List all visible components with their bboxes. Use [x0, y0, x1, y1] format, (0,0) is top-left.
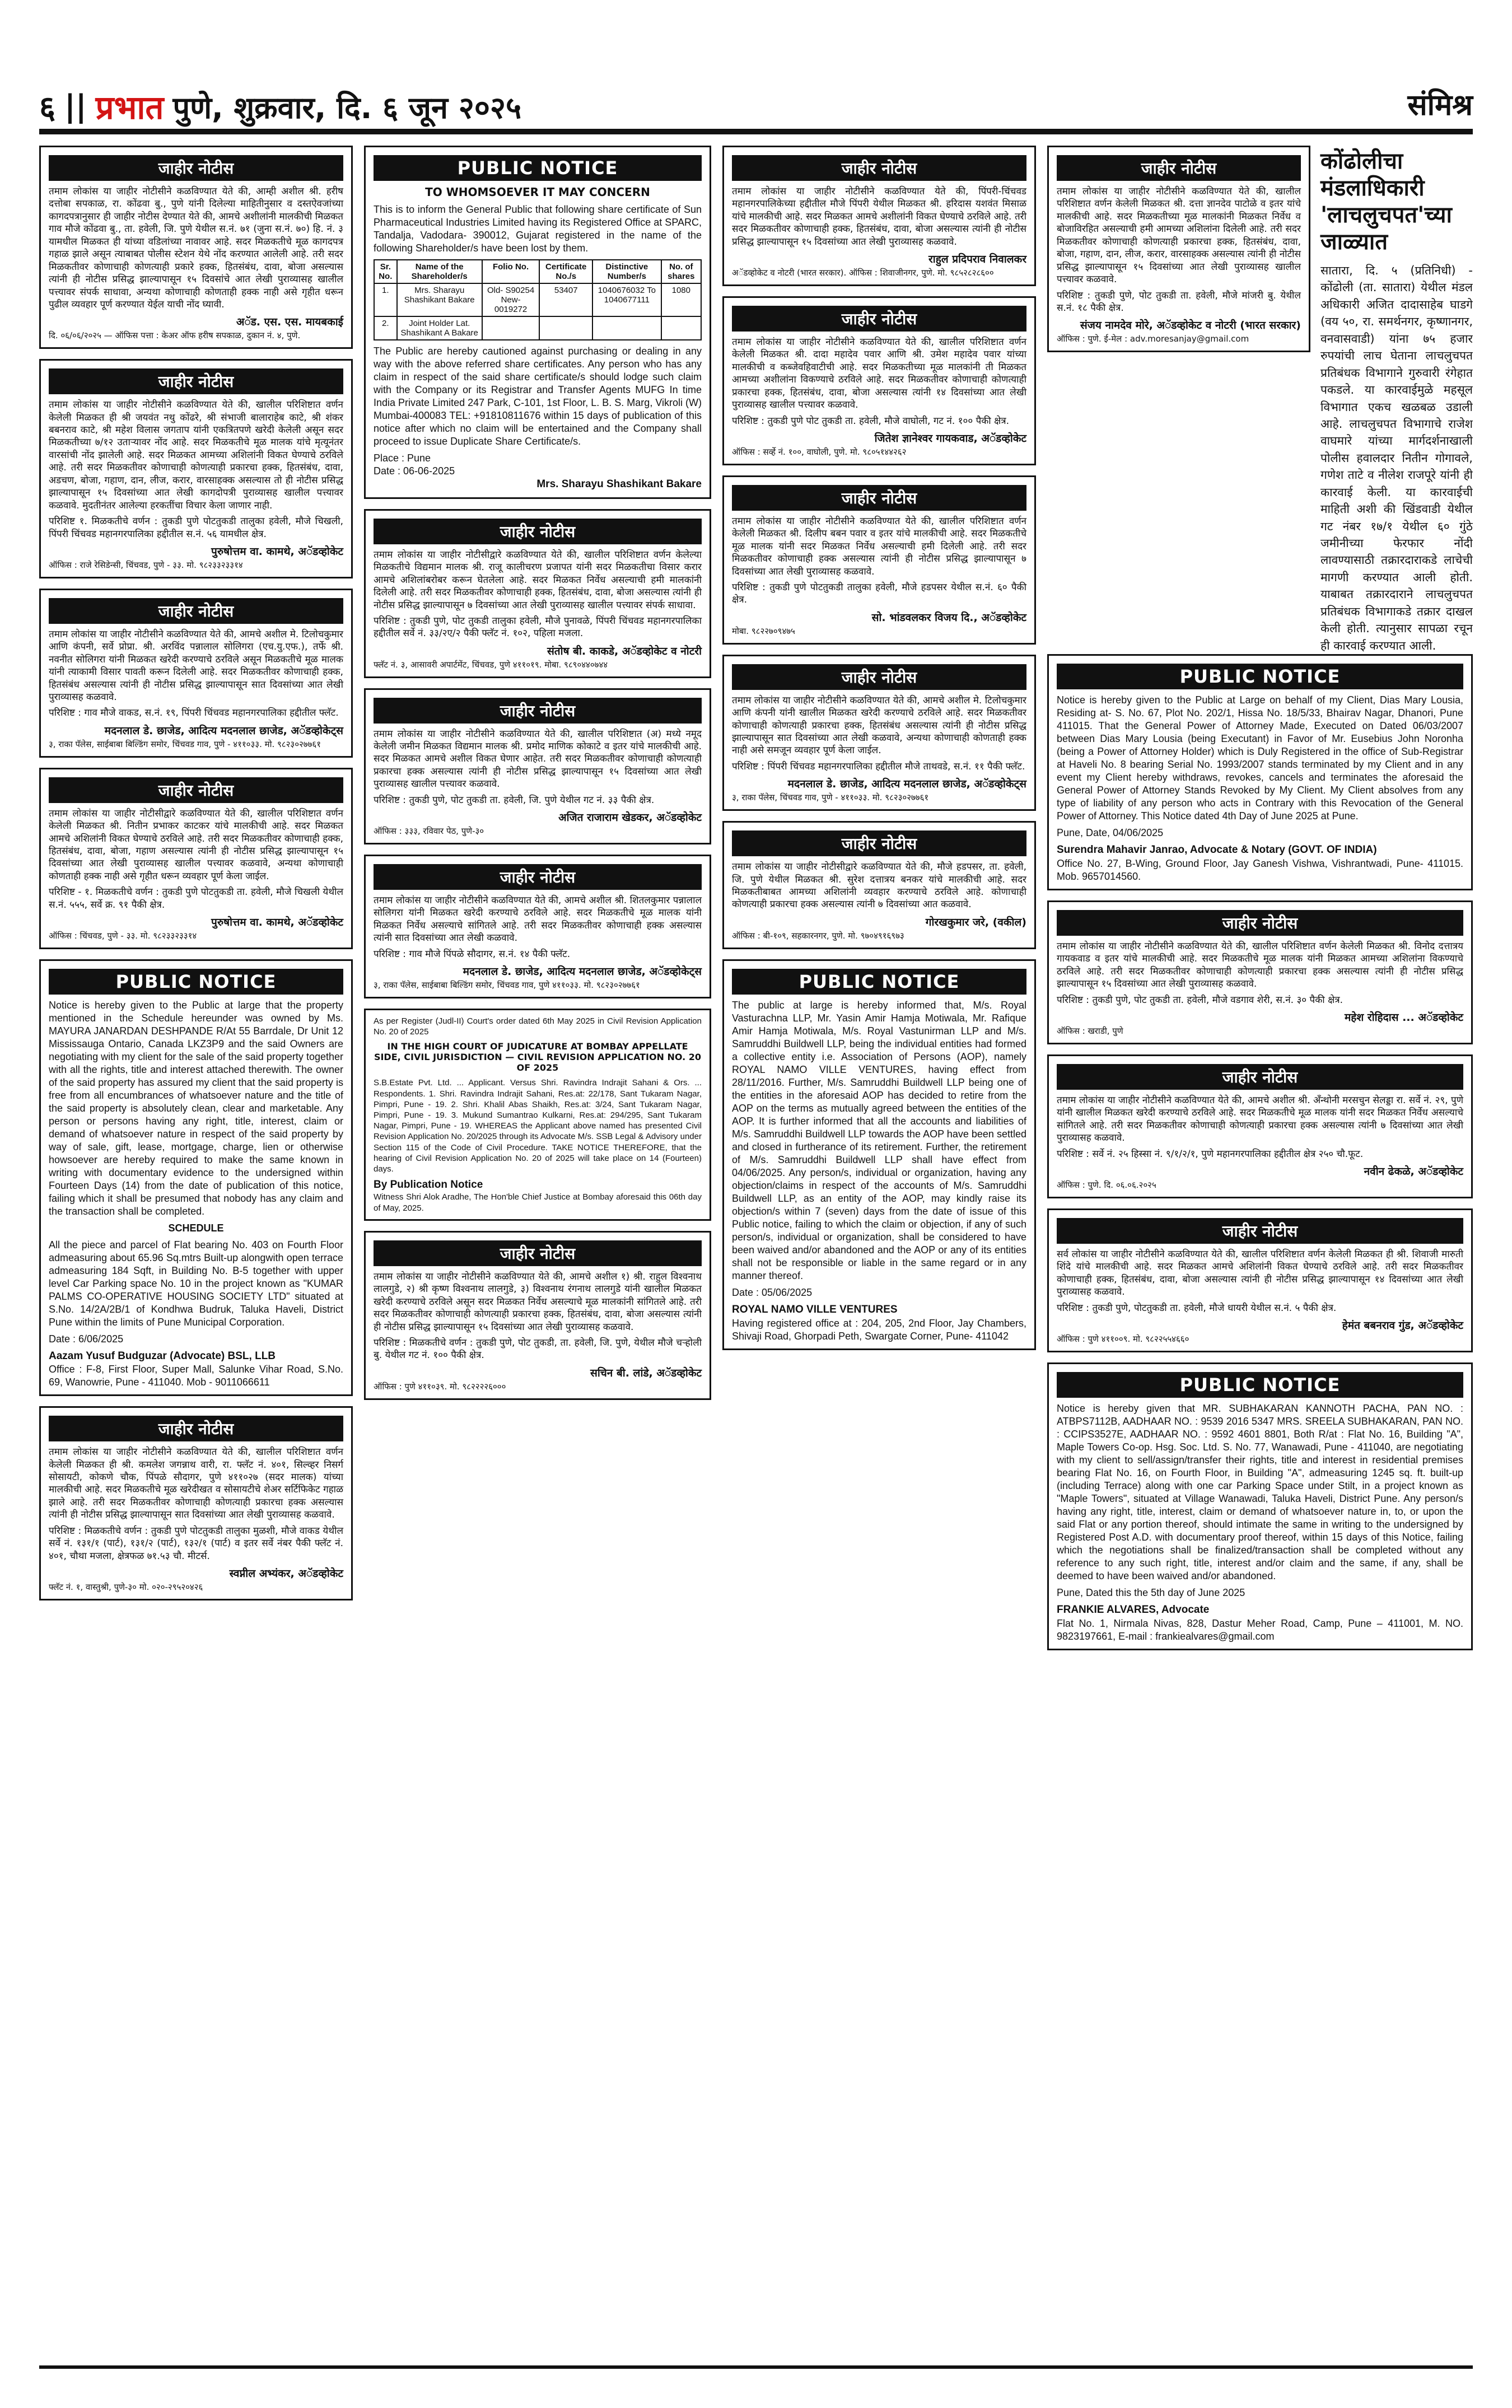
table-cell: 1040676032 To 1040677111	[592, 283, 661, 316]
notice-address: ऑफिस : पुणे. दि. ०६.०६.२०२५	[1057, 1179, 1156, 1190]
notice-signature: By Publication Notice	[374, 1179, 483, 1191]
notice-body: तमाम लोकांस या जाहीर नोटीसीने कळविण्यात येते की, खालील परिशिष्टात वर्णन केलेली मिळकत श्री. दिलीप बबन पवार व इतर यांचे मालकीची आहे. सदर मिळकतीचे मूळ मालक यांनी सदर मिळकत निर्वेध असल्याची हमी दिलेली आहे. तरी सदर मिळकतीवर कोणाचाही हक्क असल्यास त्यांनी ही नोटीस प्रसिद्ध झाल्यापासून ७ दिवसांच्या आत लेखी पुराव्यासह कळवावे.	[732, 515, 1026, 577]
notice-schedule: All the piece and parcel of Flat bearing No. 403 on Fourth Floor admeasuring about 65.96 Sq.mtrs Built-up alongwith open terrace admeasuring 184 Sqft, in Building No. B-5 together with upper level Car Parking space No. 10 in the project known as "KUMAR PALMS CO-OPERATIVE HOUSING SOCIETY LTD" situated at S.No. 14/2A/2B/1 of Kondhwa Budruk, Taluka Haveli, District Pune within the limits of Pune Municipal Corporation.	[49, 1239, 343, 1328]
table-cell: Mrs. Sharayu Shashikant Bakare	[397, 283, 482, 316]
notice-signature: राहुल प्रदिपराव निवालकर	[928, 253, 1026, 266]
notice-body: The public at large is hereby informed that, M/s. Royal Vasturachna LLP, Mr. Yasin Amir Hamja Motiwala, Mr. Rafique Amir Hamja Motiwala, M/s. Royal Vastunirman LLP and M/s. Samruddhi Buildwell LLP, being the individual entities had formed a collective entity i.e. Association of Persons (AOP), namely ROYAL NAMO VILLE VENTURES, having effect from 28/11/2016. Further, M/s. Samruddhi Buildwell LLP being one of the entities in the aforesaid AOP has decided to retire from the AOP on the terms as mutually agreed between the entities of the AOP. It is further informed that all the accounts and liabilities of M/s. Samruddhi Buildwell LLP towards the AOP have been settled and closed in furtherance of its retirement. Further, the retirement of M/s. Samruddhi Buildwell LLP shall have effect from 04/06/2025. Any person/s, individual or organization, having any objection/claims in respect of the accounts of M/s. Samruddhi Buildwell LLP, as an entity of the AOP, may kindly raise its objection/s within 7 (seven) days from the date of issue of this Public notice, failing to which the claim or objection, if any of such person/s, individual or organization, shall be considered to have been waived and/or abandoned and the AOP or any of its entities shall not be responsible or liable in the same regard or in any manner thereof.	[732, 999, 1026, 1282]
notice-title: जाहीर नोटीस	[1057, 155, 1301, 181]
notice-1-5	[39, 959, 353, 1396]
notice-address: Office No. 27, B-Wing, Ground Floor, Jay Ganesh Vishwa, Vishrantwadi, Pune- 411015. Mob. 9657014560.	[1057, 857, 1463, 882]
notice-address: ३, राका पॅलेस, चिंचवड गाव, पुणे - ४११०३३. मो. ९८२३०२७७६१	[732, 792, 929, 803]
notice-title: जाहीर नोटीस	[732, 485, 1026, 511]
notice-signature: Aazam Yusuf Budguzar (Advocate) BSL, LLB	[49, 1350, 276, 1362]
notice-date: Date : 06-06-2025	[374, 465, 455, 477]
notice-title: जाहीर नोटीस	[732, 306, 1026, 332]
notice-2-3	[364, 688, 711, 844]
notice-address: ३, राका पॅलेस, साईबाबा बिल्डिंग समोर, चिंचवड गाव, पुणे - ४११०३३. मो. ९८२३०२७७६१	[49, 739, 321, 749]
notice-body: तमाम लोकांस या जाहीर नोटीसीने कळविण्यात येते की, आमचे अशील मे. टिलोचकुमार आणि कंपनी यांनी खालील मिळकत खरेदी करण्याचे ठरविले आहे. सदर मिळकतीवर कोणाचाही कोणत्याही प्रकारचा हक्क, हितसंबंध असल्यास त्यांनी ही नोटीस प्रसिद्ध झाल्यापासून सात दिवसांच्या आत लेखी कळवावे, अन्यथा कोणाचाही कोणताही हक्क नाही असे समजून व्यवहार पूर्ण केला जाईल.	[732, 694, 1026, 757]
masthead-rule	[39, 129, 1473, 134]
notice-1-2	[39, 359, 353, 578]
notice-signature: जितेश ज्ञानेश्वर गायकवाड, अॅडव्होकेट	[874, 432, 1026, 445]
table-header: No. of shares	[661, 260, 701, 283]
notice-address: अॅडव्होकेट व नोटरी (भारत सरकार). ऑफिस : शिवाजीनगर, पुणे. मो. ९८५२८२८६००	[732, 268, 994, 278]
notice-title: जाहीर नोटीस	[732, 830, 1026, 856]
notice-2-1	[364, 146, 711, 499]
notice-signature: स्वप्नील अभ्यंकर, अॅडव्होकेट	[229, 1567, 343, 1580]
page-number: ६	[39, 89, 56, 126]
notice-signature: सचिन बी. लांडे, अॅडव्होकेट	[590, 1366, 702, 1379]
divider: ||	[64, 88, 87, 124]
notice-address: फ्लॅट नं. १, वास्तुश्री, पुणे-३० मो. ०२०-२९५२०४२६	[49, 1582, 203, 1593]
notice-title: PUBLIC NOTICE	[49, 969, 343, 995]
notice-title: PUBLIC NOTICE	[1057, 664, 1463, 689]
notice-3-1	[722, 146, 1036, 286]
notice-3-2	[722, 296, 1036, 465]
notice-body: तमाम लोकांस या जाहीर नोटीसीने कळविण्यात येते की, खालील परिशिष्टात (अ) मध्ये नमूद केलेली जमीन मिळकत विद्यमान मालक श्री. प्रमोद माणिक कोकाटे व इतर यांचे मालकीची आहे. सदर मिळकत आमचे अशील विकत घेणार आहेत. तरी सदर मिळकतीवर कोणाचाही कोणत्याही प्रकारचा हक्क असल्यास त्यांनी ही नोटीस प्रसिद्ध झाल्यापासून १५ दिवसांच्या आत लेखी पुराव्यासह खालील पत्त्यावर कळवावे.	[374, 728, 702, 790]
notice-address: ऑफिस : सर्व्हे नं. १००, वाघोली, पुणे. मो. ९८०५१४४२६२	[732, 447, 907, 458]
notice-address: मोबा. ९८२२७०९४७५	[732, 626, 795, 636]
notice-address: फ्लॅट नं. ३, आसावरी अपार्टमेंट, चिंचवड, पुणे ४११०१९. मोबा. ९८९०४४०७४४	[374, 659, 608, 670]
notice-schedule: परिशिष्ट : तुकडी पुणे, पोट तुकडी तालुका हवेली, मौजे पुनावळे, पिंपरी चिंचवड महानगरपालिका हद्दीतील सर्वे नं. ३३/२ए/२ पैकी फ्लॅट नं. १०२, पहिला मजला.	[374, 615, 702, 640]
notice-address: ऑफिस : खराडी, पुणे	[1057, 1025, 1123, 1036]
table-header: Certificate No./s	[539, 260, 592, 283]
notice-1-3	[39, 589, 353, 758]
notice-signature: संजय नामदेव मोरे, अॅडव्होकेट व नोटरी (भारत सरकार)	[1080, 319, 1301, 332]
notice-schedule: परिशिष्ट : गाव मौजे वाकड, स.नं. १९, पिंपरी चिंचवड महानगरपालिका हद्दीतील फ्लॅट.	[49, 707, 339, 719]
notice-title: जाहीर नोटीस	[49, 777, 343, 803]
column-3	[722, 146, 1036, 2358]
section-name: संमिश्र	[1407, 88, 1473, 122]
notice-body: तमाम लोकांस या जाहीर नोटीसीने कळविण्यात येते की, पिंपरी-चिंचवड महानगरपालिकेच्या हद्दीतील मौजे पिंपरी येथील मिळकत श्री. हरिदास यशवंत मिसाळ यांचे मालकीची आहे. सदर मिळकत आमचे अशीलांनी विकत घेण्याचे ठरविले आहे. तरी सदर मिळकतीवर कोणाचाही हक्क, हितसंबंध, दावा, बोजा असल्यास त्यांनी ही नोटीस प्रसिद्ध झाल्यापासून १५ दिवसांच्या आत लेखी पुराव्यासह कळवावे.	[732, 186, 1026, 248]
notice-body: S.B.Estate Pvt. Ltd. ... Applicant. Versus Shri. Ravindra Indrajit Sahani & Ors. ... Respondents. 1. Shri. Ravindra Indrajit Sahani, Res.at: 22/178, Sant Tukaram Nagar, Pimpri, Pune - 19. 2. Shri. Khalil Abas Shaikh, Res.at: 3/24, Sant Tukaram Nagar, Pimpri, Pune - 19. 3. Mukund Sumantrao Kulkarni, Res.at: 294/295, Sant Tukaram Nagar, Pimpri, Pune - 19. WHEREAS the Applicant above named has presented Civil Revision Application No. 20/2025 through its Advocate M/s. SSB Legal & Advisory under Section 115 of the Code of Civil Procedure. TAKE NOTICE THEREFORE, that the hearing of Civil Revision Application No. 20 of 2025 will take place on 14 (Fourteen) days.	[374, 1078, 702, 1174]
column-1	[39, 146, 353, 2358]
notice-title: जाहीर नोटीस	[732, 155, 1026, 181]
notice-1-4	[39, 768, 353, 949]
notice-date: Date : 05/06/2025	[732, 1287, 813, 1299]
notice-address: Having registered office at : 204, 205, 2nd Floor, Jay Chambers, Shivaji Road, Ghorpadi Peth, Swargate Corner, Pune- 411042	[732, 1317, 1026, 1342]
notice-title: जाहीर नोटीस	[1057, 910, 1463, 936]
notice-address: ऑफिस : पुणे ४११००९. मो. ९८२२५५४६६०	[1057, 1333, 1189, 1344]
notice-signature: FRANKIE ALVARES, Advocate	[1057, 1604, 1210, 1616]
schedule-title: SCHEDULE	[168, 1222, 224, 1234]
notice-schedule: परिशिष्ट : मिळकतीचे वर्णन : तुकडी पुणे, पोट तुकडी, ता. हवेली, जि. पुणे, येथील मौजे चऱ्होली बु. येथील गट नं. १०० पैकी क्षेत्र.	[374, 1337, 702, 1361]
notice-signature: महेश रोहिदास ... अॅडव्होकेट	[1344, 1011, 1463, 1024]
notice-address: Witness Shri Alok Aradhe, The Hon'ble Chief Justice at Bombay aforesaid this 06th day of May, 2025.	[374, 1192, 702, 1213]
notice-body: सर्व लोकांस या जाहीर नोटीसीने कळविण्यात येते की, खालील परिशिष्टात वर्णन केलेली मिळकत ही श्री. शिवाजी मारुती शिंदे यांचे मालकीची आहे. सदर मिळकत आमचे अशिलांनी विकत घेण्याचे ठरविले आहे. तरी सदर मिळकतीवर कोणाचाही हक्क, हितसंबंध, दावा, बोजा असल्यास त्यांनी ही नोटीस प्रसिद्ध झाल्यापासून १४ दिवसांच्या आत लेखी पुराव्यासह कळवावे.	[1057, 1248, 1463, 1298]
notice-title: जाहीर नोटीस	[374, 864, 702, 890]
newspaper-logo: प्रभात	[95, 88, 164, 127]
notice-1-1	[39, 146, 353, 349]
notice-body: Notice is hereby given to the Public at large that the property mentioned in the Schedule hereunder was owned by Ms. MAYURA JANARDAN DESHPANDE R/At 55 Barrdale, Dr Unit 12 Mississauga Ontario, Canada LKZ3P9 and the said Owners are negotiating with my client for the sale of the said property together with all the rights, title and interest attached therewith. The owner of the said property has assured my client that the said property is free from all encumbrances of whatsoever nature and the title of the said property is absolutely clean, clear and marketable. Any person or persons having any right, title, interest, claim or demand of whatsoever nature in respect of the said property by way of sale, gift, lease, mortgage, charge, lien or otherwise howsoever are hereby required to make the same known in writing with documentary evidence to the undersigned within Fourteen Days (14) from the date of publication of this notice, failing which it shall be presumed that nobody has any claim and the transaction shall be completed.	[49, 999, 343, 1217]
notice-body: तमाम लोकांस या जाहीर नोटीसीने कळविण्यात येते की, खालील परिशिष्टात वर्णन केलेली मिळकत श्री. दत्ता ज्ञानदेव पाटोळे व इतर यांचे मालकीची आहे. सदर मिळकतीच्या मूळ मालकांनी मिळकत निर्वेध व बोजाविरहित असल्याची हमी आमच्या अशिलांना दिलेली आहे. तरी सदर मिळकतीवर कोणाचाही कोणत्याही प्रकारचा हक्क, हितसंबंध, दावा, बोजा, गहाण, दान, लीज, करार, वारसाहक्क असल्यास त्यांनी ही नोटीस प्रसिद्ध झाल्यापासून १५ दिवसांच्या आत लेखी पुराव्यासह खालील पत्त्यावर कळवावे.	[1057, 186, 1301, 286]
table-cell	[661, 316, 701, 340]
notice-signature: नवीन ढेकळे, अॅडव्होकेट	[1364, 1165, 1463, 1178]
notice-subtitle: TO WHOMSOEVER IT MAY CONCERN	[425, 185, 650, 199]
column-4-top	[1047, 146, 1473, 654]
notice-signature: मदनलाल डे. छाजेड, आदित्य मदनलाल छाजेड, अॅडव्होकेट्स	[787, 778, 1026, 791]
notice-body: तमाम लोकांस या जाहीर नोटीसीद्वारे कळविण्यात येते की, खालील परिशिष्टात वर्णन केलेल्या मिळकतीचे विद्यमान मालक श्री. राजू कालीचरण प्रजापत यांनी सदर मिळकतीचा विसार करार आमचे अशिलांबरोबर करून घेतलेला आहे. सदर मिळकत निर्वेध असल्याची हमी मालकांनी दिलेली आहे. तरी सदर मिळकतीवर कोणाचाही हक्क, हितसंबंध, दावा, बोजा असल्यास त्यांनी ही नोटीस प्रसिद्ध झाल्यापासून ७ दिवसांच्या आत लेखी पुराव्यासह खालील पत्त्यावर संपर्क साधावा.	[374, 549, 702, 611]
news-headline: कोंढोलीचा मंडलाधिकारी 'लाचलुचपत'च्या जाळ्यात	[1320, 148, 1452, 255]
notice-signature: मदनलाल डे. छाजेड, आदित्य मदनलाल छाजेड, अॅडव्होकेट्स	[104, 724, 343, 737]
notice-address: ऑफिस : पुणे ४११०३९. मो. ९८२२२२६०००	[374, 1381, 506, 1392]
notice-3-3	[722, 475, 1036, 645]
notice-title: जाहीर नोटीस	[49, 1416, 343, 1441]
notice-schedule: परिशिष्ट : पिंपरी चिंचवड महानगरपालिका हद्दीतील मौजे ताथवडे, स.नं. ११ पैकी फ्लॅट.	[732, 760, 1025, 772]
table-cell	[592, 316, 661, 340]
table-cell: 1.	[374, 283, 397, 316]
notice-schedule: परिशिष्ट : गाव मौजे पिंपळे सौदागर, स.नं. १४ पैकी फ्लॅट.	[374, 948, 571, 960]
notice-4-5	[1047, 1208, 1473, 1352]
notice-schedule: परिशिष्ट : मिळकतीचे वर्णन : तुकडी पुणे पोटतुकडी तालुका मुळशी, मौजे वाकड येथील सर्वे नं. १३१/१ (पार्ट), १३१/२ (पार्ट), १३२/१ (पार्ट) व इतर सर्वे नंबर पैकी फ्लॅट नं. ४०१, चौथा मजला, क्षेत्रफळ ७१.५३ चौ. मीटर्स.	[49, 1525, 343, 1562]
notice-signature: मदनलाल डे. छाजेड, आदित्य मदनलाल छाजेड, अॅडव्होकेट्स	[463, 965, 702, 978]
masthead	[0, 0, 1512, 140]
masthead-left	[39, 84, 521, 128]
notice-body: तमाम लोकांस या जाहीर नोटीसीने कळविण्यात येते की, खालील परिशिष्टात वर्णन केलेली मिळकत ही श्री जयवंत नथु कोंढरे, श्री संभाजी बालाराहेब काटे, श्री शंकर बबनराव काटे, श्री महेश विलास जगताप यांनी एकत्रितपणे खरेदी केलेली असून सदर मिळकतीच्या ७/१२ उताऱ्यावर नोंद आहे. सदर मिळकतीचे मूळ मालक यांचे मृत्यूनंतर वारसांची नोंद झालेली आहे. सदर मिळकत आमच्या अशिलांनी विकत घेण्याचे ठरविले आहे. तरी सदर मिळकतीवर कोणाचाही कोणत्याही प्रकारचा हक्क, हितसंबंध, दावा, अडचण, बोजा, गहाण, दान, लीज, करार, वारसाहक्क असल्यास तो ही नोटीस प्रसिद्ध झाल्यापासून १५ दिवसांच्या आत लेखी कागदोपत्री पुराव्यासह खालील पत्त्यावर कळवावे. मुदतीनंतर आलेल्या हरकतींचा विचार केला जाणार नाही.	[49, 399, 343, 511]
notice-signature: पुरुषोत्तम वा. कामथे, अॅडव्होकेट	[211, 545, 343, 558]
notice-schedule: परिशिष्ट : तुकडी पुणे, पोट तुकडी ता. हवेली, जि. पुणे येथील गट नं. ३३ पैकी क्षेत्र.	[374, 794, 655, 806]
notice-title: जाहीर नोटीस	[374, 1240, 702, 1266]
notice-body: Notice is hereby given that MR. SUBHAKARAN KANNOTH PACHA, PAN NO. : ATBPS7112B, AADHAAR NO. : 9539 2016 5347 MRS. SREELA SUBHAKARAN, PAN NO. : CCIPS3527E, AADHAAR NO. : 9592 4601 8801, Both R/at : Flat No. 16, Building "A", Maple Towers Co-op. Hsg. Soc. Ltd. S. No. 77, Wanawadi, Pune - 411040, are negotiating with my client to sell/assign/transfer their rights, title and interest in residential premises bearing Flat No. 16, on Fourth Floor, in Building "A", admeasuring 1245 sq. ft. built-up (including Terrace) along with one car Parking Space under Stilt, in a project known as "Maple Towers", situated at Village Wanawadi, Taluka Haveli, District Pune. Any person/s having any right, title, interest, claim or demand of whatsoever nature in, to, or upon the said Flat or any portion thereof, should intimate the same in writing to the undersigned by Registered Post A.D. with documentary proof thereof, within 15 days of this Notice, failing which the negotiations shall be finalized/transaction shall be completed without any reference to any such right, title, interest and/or claim and the same, if any, shall be deemed to have been waived and/or abandoned.	[1057, 1402, 1463, 1582]
notice-address: ३, राका पॅलेस, साईबाबा बिल्डिंग समोर, चिंचवड गाव, पुणे ४११०३३. मो. ९८२३०२७७६१	[374, 980, 640, 991]
table-row	[374, 283, 701, 316]
table-cell: Old- S90254 New-0019272	[482, 283, 540, 316]
notice-1-6	[39, 1406, 353, 1600]
table-cell: 1080	[661, 283, 701, 316]
notice-schedule: परिशिष्ट : तुकडी पुणे, पोट तुकडी ता. हवेली, मौजे मांजरी बु. येथील स.नं. १८ पैकी क्षेत्र.	[1057, 290, 1301, 314]
notice-title: जाहीर नोटीस	[49, 368, 343, 394]
notice-title: जाहीर नोटीस	[49, 598, 343, 624]
notice-address: Office : F-8, First Floor, Super Mall, Salunke Vihar Road, S.No. 69, Wanowrie, Pune - 411040. Mob - 9011066611	[49, 1364, 343, 1388]
notice-address: ऑफिस : पुणे. ई-मेल : adv.moresanjay@gmail.com	[1057, 334, 1249, 344]
news-body: सातारा, दि. ५ (प्रतिनिधी) - कोंढोली (ता. सातारा) येथील मंडल अधिकारी अजित दादासाहेब घाडगे (वय ५०, रा. समर्थनगर, कृष्णानगर, वनवासवाडी) यांना ७५ हजार रुपयांची लाच घेताना लाचलुचपत प्रतिबंधक विभागाने गुरुवारी रंगेहात पकडले. या कारवाईमुळे महसूल विभागात एकच खळबळ उडाली आहे. लाचलुचपत विभागाचे राजेश वाघमारे यांच्या मार्गदर्शनाखाली पोलीस हवालदार नितीन गोगावले, गणेश ताटे व नीलेश राजपूरे यांनी ही कारवाई केली. या कारवाईची माहिती अशी की खिंडवाडी येथील गट नंबर १७/१ येथील ६० गुंठे जमीनीच्या फेरफार नोंदी लावण्यासाठी तक्रारदाराकडे लाचेची मागणी करण्यात आली होती. याबाबत तक्रारदाराने लाचलुचपत प्रतिबंधक विभागाकडे तक्रार दाखल केली होती. त्यानुसार सापळा रचून ही कारवाई करण्यात आली.	[1320, 264, 1473, 652]
notice-signature: Surendra Mahavir Janrao, Advocate & Notary (GOVT. OF INDIA)	[1057, 844, 1377, 856]
bottom-rule	[39, 2365, 1473, 2369]
notice-title: PUBLIC NOTICE	[1057, 1372, 1463, 1398]
notice-3-4	[722, 655, 1036, 811]
table-cell	[482, 316, 540, 340]
notice-body: तमाम लोकांस या जाहीर नोटीसीने कळविण्यात येते की, आमचे अशील श्री. शितलकुमार पन्नालाल सोलिगरा यांनी मिळकत खरेदी करण्याचे ठरविले आहे. सदर मिळकतीचे मूळ मालक यांनी मिळकत निर्वेध असल्याचे सांगितले आहे. तरी सदर मिळकतीवर कोणाचाही हक्क असल्यास त्यांनी सात दिवसांच्या आत लेखी कळवावे.	[374, 895, 702, 944]
notice-body: तमाम लोकांस या जाहीर नोटीसीद्वारे कळविण्यात येते की, मौजे हडपसर, ता. हवेली, जि. पुणे येथील मिळकत श्री. सुरेश दत्तात्रय बनकर यांचे मालकीची आहे. सदर मिळकतीबाबत आमच्या अशिलांनी व्यवहार करण्याचे ठरविले आहे. कोणाचाही कोणत्याही प्रकारचा हक्क असल्यास त्यांनी ७ दिवसांच्या आत कळवावे.	[732, 861, 1026, 911]
date-line: पुणे, शुक्रवार, दि. ६ जून २०२५	[172, 90, 522, 125]
notice-schedule: परिशिष्ट : तुकडी पुणे, पोटतुकडी ता. हवेली, मौजे धायरी येथील स.नं. ५ पैकी क्षेत्र.	[1057, 1302, 1337, 1314]
notice-2-6	[364, 1231, 711, 1400]
notice-signature: ROYAL NAMO VILLE VENTURES	[732, 1304, 898, 1316]
notice-title: जाहीर नोटीस	[1057, 1064, 1463, 1090]
table-cell: 53407	[539, 283, 592, 316]
notice-schedule: परिशिष्ट : सर्वे नं. २५ हिस्सा नं. ९/१/२/१, पुणे महानगरपालिका हद्दीतील क्षेत्र २५० चौ.फूट.	[1057, 1148, 1364, 1160]
notice-body: This is to inform the General Public that following share certificate of Sun Pharmaceutical Industries Limited having its Registered Office at SPARC, Tandalja, Vadodara- 390012, Gujarat registered in the name of the following Shareholder/s have been lost by them.	[374, 204, 702, 254]
notice-3-5	[722, 821, 1036, 949]
notice-schedule: परिशिष्ट १. मिळकतीचे वर्णन : तुकडी पुणे पोटतुकडी तालुका हवेली, मौजे चिखली, पिंपरी चिंचवड महानगरपालिका हद्दीतील स.नं. ५६ यामधील क्षेत्र.	[49, 516, 343, 540]
notice-date: Pune, Dated this the 5th day of June 2025	[1057, 1587, 1245, 1599]
notice-title: जाहीर नोटीस	[49, 155, 343, 181]
table-header: Sr. No.	[374, 260, 397, 283]
notice-schedule: परिशिष्ट : तुकडी पुणे पोटतुकडी तालुका हवेली, मौजे हडपसर येथील स.नं. ६० पैकी क्षेत्र.	[732, 582, 1026, 606]
notice-title: PUBLIC NOTICE	[374, 155, 702, 181]
notice-address: ऑफिस : राजे रेसिडेन्सी, चिंचवड, पुणे - ३३. मो. ९८२३३२३३१४	[49, 559, 243, 570]
notice-schedule: परिशिष्ट - १. मिळकतीचे वर्णन : तुकडी पुणे पोटतुकडी ता. हवेली, मौजे चिखली येथील स.नं. ५५५, सर्वे क्र. ९१ पैकी क्षेत्र.	[49, 886, 343, 911]
notice-address: ऑफिस : बी-१०९, सहकारनगर, पुणे. मो. ९७०४९१६९७३	[732, 930, 904, 941]
notice-signature: अॅड. एस. एस. मायबकाई	[236, 316, 343, 329]
notice-body: तमाम लोकांस या जाहीर नोटीसीने कळविण्यात येते की, आमचे अशील मे. टिलोचकुमार आणि कंपनी, सर्वे प्रोप्रा. श्री. अरविंद पन्नालाल सोलिगरा (एच.यु.एफ.), तर्फे श्री. नवनीत सोलिगरा यांनी मिळकत खरेदी करण्याचे ठरविले असून मिळकतीचे मूळ मालक यांनी त्याकामी विसार पावती करून दिलेली आहे. सदर मिळकतीवर कोणाचाही हक्क, हितसंबंध असल्यास त्यांनी ही नोटीस प्रसिद्ध झाल्यापासून सात दिवसांच्या आत लेखी पुराव्यासह कळवावे.	[49, 628, 343, 703]
notice-title: जाहीर नोटीस	[732, 664, 1026, 690]
notice-2-2	[364, 509, 711, 678]
notice-schedule: परिशिष्ट : तुकडी पुणे पोट तुकडी ता. हवेली, मौजे वाघोली, गट नं. १०० पैकी क्षेत्र.	[732, 415, 1010, 427]
table-cell: Joint Holder Lat. Shashikant A Bakare	[397, 316, 482, 340]
table-header: Name of the Shareholder/s	[397, 260, 482, 283]
notice-body: तमाम लोकांस या जाहीर नोटीसीने कळविण्यात येते की, खालील परिशिष्टात वर्णन केलेली मिळकत ही श्री. कमलेश जगन्नाथ वारी, रा. फ्लॅट नं. ४०१, सिल्व्हर निसर्ग सोसायटी, कोकणे चौक, पिंपळे सौदागर, पुणे ४११०२७ (सदर मालक) यांच्या मालकीची आहे. सदर मिळकतीचे मूळ खरेदीखत व सोसायटीचे शेअर सर्टिफिकेट गहाळ झाले आहे. तरी सदर मिळकतीवर कोणाचाही कोणत्याही प्रकारचा हक्क असल्यास त्यांनी ही नोटीस प्रसिद्ध झाल्यापासून सात दिवसांच्या आत लेखी पुराव्यासह कळवावे.	[49, 1446, 343, 1521]
notice-signature: सो. भांडवलकर विजय दि., अॅडव्होकेट	[871, 611, 1026, 624]
notice-title: जाहीर नोटीस	[1057, 1218, 1463, 1244]
share-table	[374, 259, 702, 340]
notice-body: The Public are hereby cautioned against purchasing or dealing in any way with the above referred share certificates. Any person who has any claim in respect of the said share certificate/s should lodge such claim with the Company or its Registrar and Transfer Agents MUFG In time India Private Limited 247 Park, C-101, 1st Floor, L. B. S. Marg, Vikroli (W) Mumbai-400083 TEL: +91810811676 within 15 days of publication of this notice after which no claim will be entertained and the Company shall proceed to issue Duplicate Share Certificate/s.	[374, 346, 702, 447]
notice-4-3	[1047, 900, 1473, 1044]
notice-3-6	[722, 959, 1036, 1350]
notice-signature: हेमंत बबनराव गुंड, अॅडव्होकेट	[1342, 1319, 1463, 1332]
notice-body: तमाम लोकांस या जाहीर नोटीसीने कळविण्यात येते की, खालील परिशिष्टात वर्णन केलेली मिळकत श्री. दादा महादेव पवार आणि श्री. उमेश महादेव पवार यांच्या मालकीची व कब्जेवहिवाटीची आहे. सदर मिळकतीच्या मूळ मालकांनी ती मिळकत आमच्या अशीलांना विकण्याचे ठरविले आहे. सदर मिळकतीवर कोणाचाही कोणत्याही प्रकारचा हक्क, हितसंबंध, दावा, बोजा असल्यास त्यांनी १४ दिवसांच्या आत लेखी पुराव्यासह खालील पत्त्यावर कळवावे.	[732, 336, 1026, 411]
notice-title: जाहीर नोटीस	[374, 519, 702, 544]
notice-address: ऑफिस : ३३३, रविवार पेठ, पुणे-३०	[374, 826, 484, 837]
notice-body: तमाम लोकांस या जाहीर नोटीसीने कळविण्यात येते की, आमचे अशील श्री. अँन्थोनी मरसचुन सेलड्डा रा. सर्वे नं. २९, पुणे यांनी खालील मिळकत खरेदी करण्याचे ठरविले आहे. सदर मिळकतीचे मूळ मालक यांनी सदर मिळकत निर्वेध असल्याचे सांगितले आहे. तरी सदर मिळकतीवर कोणाचाही कोणत्याही प्रकारचा हक्क असल्यास त्यांनी ७ दिवसांच्या आत लेखी पुराव्यासह कळवावे.	[1057, 1094, 1463, 1144]
column-4	[1047, 146, 1473, 2358]
table-cell: 2.	[374, 316, 397, 340]
notice-place: Place : Pune	[374, 452, 431, 464]
notice-address: Flat No. 1, Nirmala Nivas, 828, Dastur Meher Road, Camp, Pune – 411001, M. NO. 9823197661, E-mail : frankiealvares@gmail.com	[1057, 1617, 1463, 1642]
notice-schedule: परिशिष्ट : तुकडी पुणे, पोट तुकडी ता. हवेली, मौजे वडगाव शेरी, स.नं. ३० पैकी क्षेत्र.	[1057, 994, 1343, 1006]
notice-2-4	[364, 855, 711, 998]
notice-body: तमाम लोकांस या जाहीर नोटीसीने कळविण्यात येते की, आम्ही अशील श्री. हरीष दत्तोबा सपकाळ, रा. कोंढवा बु., पुणे यांनी दिलेल्या माहितीनुसार व दस्तऐवजांच्या कागदपत्रानुसार ही जाहीर नोटीस देण्यात येते की, आमचे अशीलांनी मालकीची मिळकत गाव मौजे कोंढवा बु., ता. हवेली, जि. पुणे येथील स.नं. ७१ (जुना स.नं. ७०) हि. नं. ३ यामधील मिळकत ही यांच्या वडिलांच्या नावावर आहे. सदर मिळकतीचे मूळ कागदपत्र गहाळ झाले असून त्याबाबत पोलीस स्टेशन येथे नोंद करण्यात आलेली आहे. तरी सदर मिळकतीवर कोणाचाही कोणत्याही प्रकारे हक्क, हितसंबंध, दावा, बोजा असल्यास त्यांनी ही नोटीस प्रसिद्ध झाल्यापासून १५ दिवसांचे आत लेखी पुराव्यासह खालील पत्त्यावर संपर्क साधावा, अन्यथा कोणाचाही कोणताही हक्क नाही असे गृहीत धरून पुढील व्यवहार पूर्ण करण्यात येईल याची नोंद घ्यावी.	[49, 186, 343, 310]
notice-signature: अजित राजाराम खेडकर, अॅडव्होकेट	[558, 811, 702, 824]
notice-body: तमाम लोकांस या जाहीर नोटीसीद्वारे कळविण्यात येते की, खालील परिशिष्टात वर्णन केलेली मिळकत श्री. नितीन प्रभाकर काटकर यांचे मालकीची आहे. सदर मिळकत आमचे अशिलांनी विकत घेण्याचे ठरविले आहे. तरी सदर मिळकतीवर कोणाचाही हक्क, हितसंबंध, दावा, बोजा, गहाण असल्यास त्यांनी ही नोटीस प्रसिद्ध झाल्यापासून १५ दिवसांच्या आत लेखी पुराव्यासह खालील पत्त्यावर कळवावे, अन्यथा कोणाचाही कोणताही हक्क नाही असे गृहीत धरून व्यवहार पूर्ण केला जाईल.	[49, 808, 343, 882]
column-4-left	[1047, 146, 1310, 654]
column-2	[364, 146, 711, 2358]
court-heading: IN THE HIGH COURT OF JUDICATURE AT BOMBAY APPELLATE SIDE, CIVIL JURISDICTION — CIVIL REVISION APPLICATION NO. 20 OF 2025	[374, 1041, 702, 1074]
notice-title: जाहीर नोटीस	[374, 698, 702, 724]
news-story	[1320, 146, 1473, 654]
notice-date: Date : 6/06/2025	[49, 1333, 124, 1345]
notice-address: दि. ०६/०६/२०२५ — ऑफिस पत्ता : केअर ऑफ हरीष सपकाळ, दुकान नं. ४, पुणे.	[49, 330, 301, 341]
notice-body: Notice is hereby given to the Public at Large on behalf of my Client, Dias Mary Lousia, Residing at- S. No. 67, Plot No. 202/1, Hissa No. 18/5/33, Bhairav Nagar, Dhanori, Pune 411015. That the General Power of Attorney Made, Executed on Dated 06/03/2007 between Dias Mary Lousia (being Executant) in Favor of Mr. Eusebius John Noronha (being a Power of Attorney Holder) which is Duly Registered in the office of Sub-Registrar at Haveli No. 8 bearing Serial No. 1993/2007 stands terminated by my Client and in any event my Client hereby withdraws, revokes, cancels and terminates the aforesaid the General Power of Attorney Stands Revoked by My Client. My Client absolves from any type of liability of any person who acts in Contrary with this Revocation of the General Power of Attorney. This Notice dated 4th Day of June 2025 at Pune.	[1057, 694, 1463, 822]
notice-4-6	[1047, 1362, 1473, 1650]
notice-signature: संतोष बी. काकडे, अॅडव्होकेट व नोटरी	[547, 645, 702, 657]
notice-signature: Mrs. Sharayu Shashikant Bakare	[536, 478, 702, 491]
table-header: Folio No.	[482, 260, 540, 283]
notice-body: तमाम लोकांस या जाहीर नोटीसीने कळविण्यात येते की, आमचे अशील १) श्री. राहुल विश्वनाथ लालगुडे, २) श्री कृष्ण विश्वनाथ लालगुडे, ३) विश्वनाथ रंगनाथ लालगुडे यांनी खालील मिळकत खरेदी करण्याचे ठरविले असून सदर मिळकत निर्वेध असल्याचे मूळ मालकांनी सांगितले आहे. तरी सदर मिळकतीवर कोणाचाही कोणत्याही प्रकारचा हक्क, हितसंबंध, दावा, बोजा असल्यास त्यांनी ही नोटीस प्रसिद्ध झाल्यापासून १५ दिवसांच्या आत लेखी पुराव्यासह कळवावे.	[374, 1271, 702, 1333]
notice-signature: गोरखकुमार जरे, (वकील)	[925, 916, 1026, 928]
notice-title: As per Register (Judl-II) Court's order dated 6th May 2025 in Civil Revision Application No. 20 of 2025	[374, 1016, 702, 1037]
table-header: Distinctive Number/s	[592, 260, 661, 283]
notice-title: PUBLIC NOTICE	[732, 969, 1026, 995]
notice-signature: पुरुषोत्तम वा. कामथे, अॅडव्होकेट	[211, 916, 343, 929]
table-cell	[539, 316, 592, 340]
table-row	[374, 316, 701, 340]
notice-4-2	[1047, 654, 1473, 890]
notice-2-5	[364, 1009, 711, 1221]
notice-address: ऑफिस : चिंचवड, पुणे - ३३. मो. ९८२३३२३३१४	[49, 931, 197, 941]
notice-date: Pune, Date, 04/06/2025	[1057, 827, 1164, 839]
notice-4-1	[1047, 146, 1310, 352]
notice-4-4	[1047, 1054, 1473, 1198]
notice-body: तमाम लोकांस या जाहीर नोटीसीने कळविण्यात येते की, खालील परिशिष्टात वर्णन केलेली मिळकत श्री. विनोद दत्तात्रय गायकवाड व इतर यांचे मालकीची आहे. सदर मिळकतीचे मूळ मालक यांनी मिळकत आमच्या अशिलांना विकण्याचे ठरविले आहे. तरी सदर मिळकतीवर कोणाचाही कोणत्याही प्रकारचा हक्क असल्यास त्यांनी ही नोटीस प्रसिद्ध झाल्यापासून १५ दिवसांच्या आत लेखी पुराव्यासह कळवावे.	[1057, 940, 1463, 990]
